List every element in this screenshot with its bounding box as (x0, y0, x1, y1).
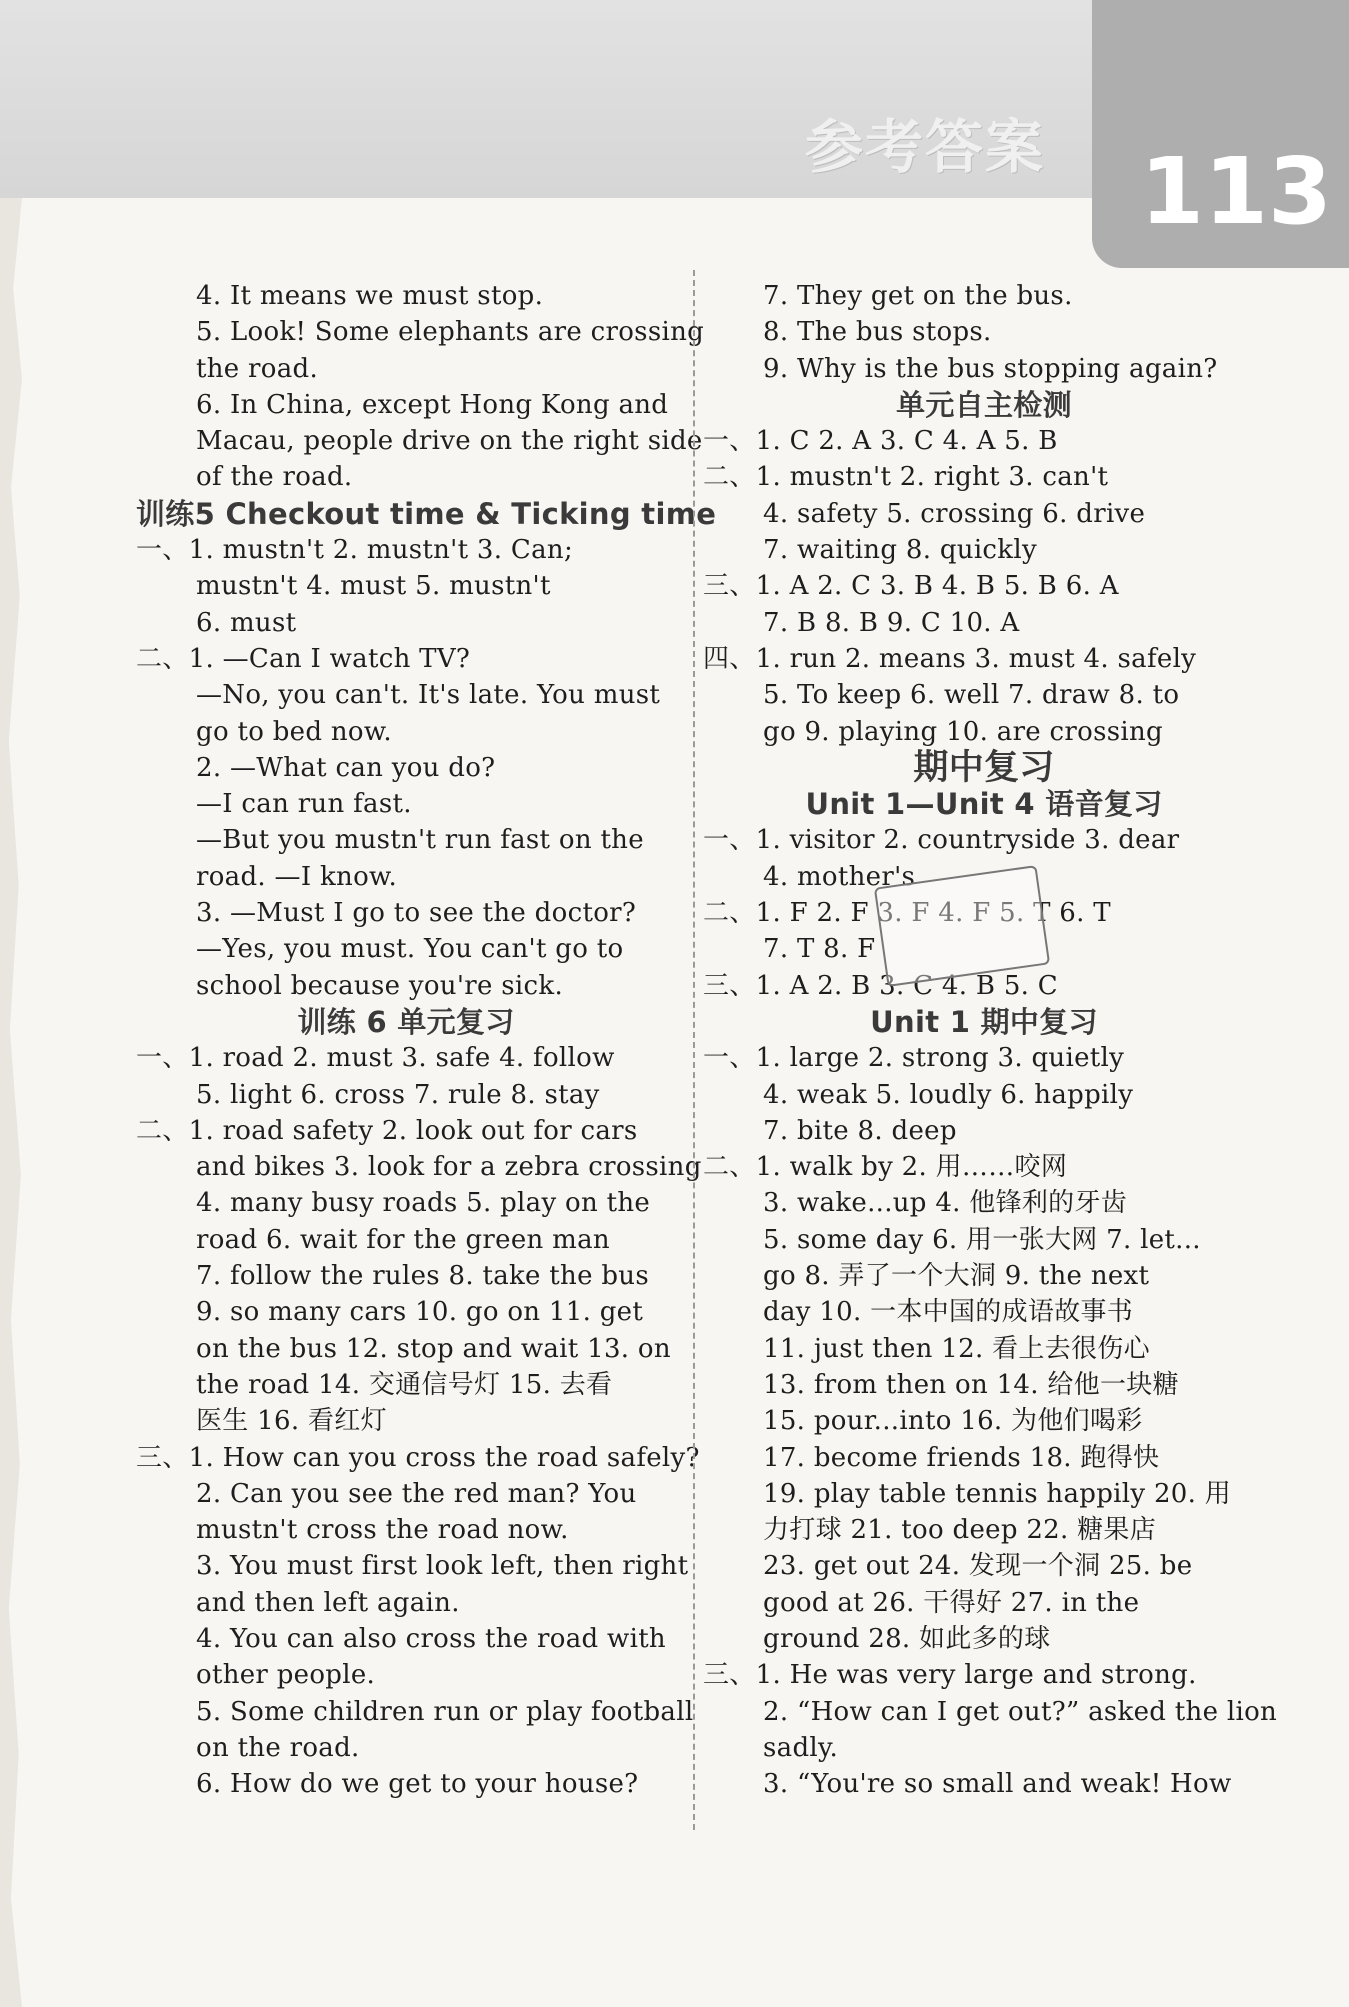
right-answer-line: 7. bite 8. deep (763, 1115, 957, 1146)
left-answer-line: and then left again. (196, 1587, 460, 1618)
right-answer-line: go 9. playing 10. are crossing (763, 716, 1163, 747)
left-column (136, 278, 717, 1802)
left-answer-line: 5. light 6. cross 7. rule 8. stay (196, 1079, 600, 1110)
right-answer-line: 2. “How can I get out?” asked the lion (763, 1696, 1278, 1727)
page-number: 113 (1140, 138, 1333, 245)
right-answer-line: 4. weak 5. loudly 6. happily (763, 1079, 1134, 1110)
right-answer-line: 23. get out 24. 发现一个洞 25. be (763, 1551, 1193, 1582)
right-answer-line: 一、1. visitor 2. countryside 3. dear (703, 825, 1180, 856)
left-answer-line: 三、1. How can you cross the road safely? (136, 1442, 700, 1473)
left-answer-line: —I can run fast. (196, 789, 412, 820)
left-answer-line: —No, you can't. It's late. You must (196, 680, 661, 711)
left-answer-line: the road. (196, 353, 319, 384)
left-answer-line: school because you're sick. (196, 970, 564, 1001)
left-answer-line: 6. must (196, 607, 297, 638)
right-answer-line: 7. T 8. F (763, 934, 876, 965)
left-answer-line: 6. How do we get to your house? (196, 1769, 639, 1800)
right-heading: 期中复习 (913, 747, 1055, 788)
right-answer-line: 13. from then on 14. 给他一块糖 (763, 1369, 1179, 1400)
right-heading: Unit 1 期中复习 (870, 1004, 1098, 1039)
right-answer-line: 三、1. A 2. C 3. B 4. B 5. B 6. A (703, 571, 1119, 602)
left-heading: 训练 6 单元复习 (297, 1004, 515, 1039)
left-answer-line: 二、1. —Can I watch TV? (136, 643, 471, 674)
left-answer-line: road. —I know. (196, 861, 398, 892)
left-answer-line: Macau, people drive on the right side (196, 426, 703, 457)
left-answer-line: 3. —Must I go to see the doctor? (196, 898, 637, 929)
right-answer-line: 7. B 8. B 9. C 10. A (763, 607, 1020, 638)
left-answer-line: 5. Look! Some elephants are crossing (196, 317, 705, 348)
left-answer-line: 5. Some children run or play football (196, 1696, 694, 1727)
left-answer-line: 4. It means we must stop. (196, 281, 544, 311)
left-answer-line: the road 14. 交通信号灯 15. 去看 (196, 1369, 613, 1400)
left-answer-line: other people. (196, 1660, 376, 1691)
torn-edge (0, 198, 22, 2007)
right-answer-line: day 10. 一本中国的成语故事书 (763, 1297, 1134, 1328)
left-answer-line: of the road. (196, 462, 353, 493)
right-answer-line: 9. Why is the bus stopping again? (763, 353, 1218, 384)
left-heading: 训练5 Checkout time & Ticking time (136, 496, 717, 531)
right-answer-line: go 8. 弄了一个大洞 9. the next (763, 1261, 1150, 1292)
left-answer-line: mustn't 4. must 5. mustn't (196, 571, 551, 602)
right-answer-line: 15. pour...into 16. 为他们喝彩 (763, 1406, 1143, 1437)
right-answer-line: 3. wake...up 4. 他锋利的牙齿 (763, 1188, 1128, 1219)
left-answer-line: 4. many busy roads 5. play on the (196, 1188, 651, 1219)
right-answer-line: 一、1. C 2. A 3. C 4. A 5. B (703, 426, 1058, 457)
left-answer-line: —But you mustn't run fast on the (196, 825, 644, 856)
right-heading: Unit 1—Unit 4 语音复习 (805, 787, 1163, 822)
left-answer-line: 一、1. road 2. must 3. safe 4. follow (136, 1043, 615, 1074)
left-answer-line: 医生 16. 看红灯 (196, 1406, 387, 1437)
right-answer-line: 7. They get on the bus. (763, 281, 1073, 311)
right-answer-line: 二、1. F 2. F 3. F 4. F 5. T 6. T (703, 898, 1111, 929)
column-divider (693, 270, 695, 1830)
right-answer-line: ground 28. 如此多的球 (763, 1623, 1051, 1654)
left-answer-line: 2. Can you see the red man? You (196, 1478, 637, 1509)
left-answer-line: 一、1. mustn't 2. mustn't 3. Can; (136, 535, 574, 566)
left-answer-line: 6. In China, except Hong Kong and (196, 389, 669, 420)
right-answer-line: 8. The bus stops. (763, 317, 992, 348)
header-title: 参考答案 (805, 113, 1046, 181)
left-answer-line: and bikes 3. look for a zebra crossing (196, 1152, 702, 1183)
right-answer-line: 二、1. walk by 2. 用……咬网 (703, 1152, 1068, 1183)
left-answer-line: 4. You can also cross the road with (196, 1623, 666, 1654)
left-answer-line: go to bed now. (196, 716, 392, 747)
right-answer-line: 力打球 21. too deep 22. 糖果店 (763, 1515, 1157, 1546)
right-answer-line: 17. become friends 18. 跑得快 (763, 1442, 1160, 1473)
right-answer-line: 5. To keep 6. well 7. draw 8. to (763, 680, 1180, 711)
right-answer-line: 19. play table tennis happily 20. 用 (763, 1478, 1232, 1509)
right-answer-line: 4. mother's (763, 861, 916, 892)
left-answer-line: on the bus 12. stop and wait 13. on (196, 1333, 671, 1364)
left-answer-line: 二、1. road safety 2. look out for cars (136, 1115, 638, 1146)
left-answer-line: 7. follow the rules 8. take the bus (196, 1261, 649, 1292)
right-answer-line: 4. safety 5. crossing 6. drive (763, 498, 1146, 529)
left-answer-line: —Yes, you must. You can't go to (196, 934, 624, 965)
right-answer-line: 三、1. He was very large and strong. (703, 1660, 1197, 1691)
left-answer-line: 3. You must first look left, then right (196, 1551, 689, 1582)
right-answer-line: 四、1. run 2. means 3. must 4. safely (703, 643, 1197, 674)
right-answer-line: 二、1. mustn't 2. right 3. can't (703, 462, 1109, 493)
right-answer-line: 11. just then 12. 看上去很伤心 (763, 1333, 1150, 1364)
right-answer-line: 三、1. A 2. B 3. C 4. B 5. C (703, 970, 1058, 1001)
right-answer-line: sadly. (763, 1732, 839, 1763)
right-answer-line: 3. “You're so small and weak! How (763, 1769, 1232, 1800)
left-answer-line: mustn't cross the road now. (196, 1515, 569, 1546)
left-answer-line: 9. so many cars 10. go on 11. get (196, 1297, 644, 1328)
right-answer-line: good at 26. 干得好 27. in the (763, 1587, 1140, 1618)
right-column (703, 278, 1278, 1802)
left-answer-line: 2. —What can you do? (196, 752, 496, 783)
right-answer-line: 7. waiting 8. quickly (763, 535, 1037, 566)
right-heading: 单元自主检测 (896, 387, 1072, 422)
left-answer-line: road 6. wait for the green man (196, 1224, 610, 1255)
right-answer-line: 5. some day 6. 用一张大网 7. let... (763, 1224, 1201, 1255)
left-answer-line: on the road. (196, 1732, 360, 1763)
right-answer-line: 一、1. large 2. strong 3. quietly (703, 1043, 1125, 1074)
